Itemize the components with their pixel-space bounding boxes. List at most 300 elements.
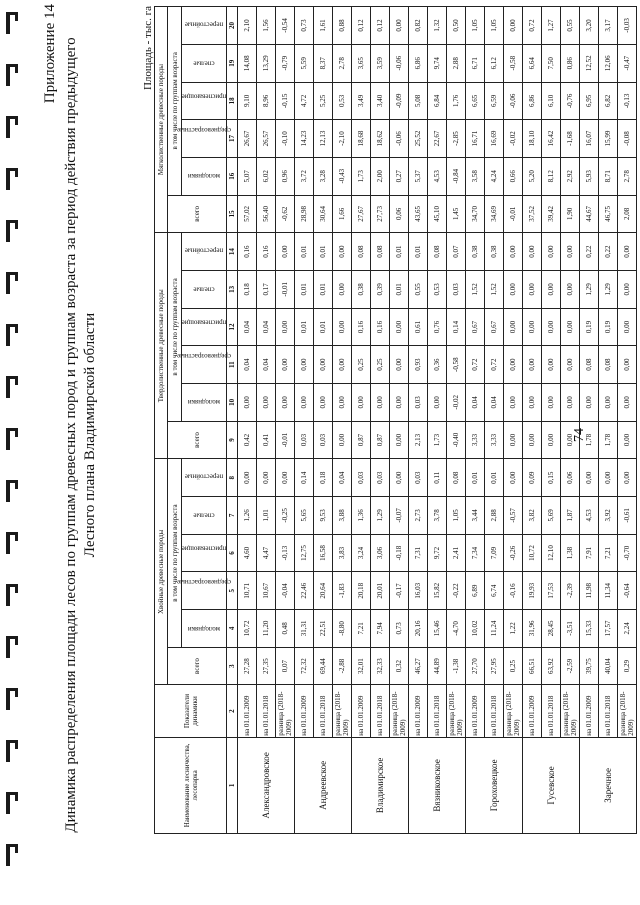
header-age-premature: приспевающие: [182, 534, 227, 572]
table-cell: 0,22: [580, 233, 599, 271]
indicator-label: на 01.01.2018: [542, 685, 561, 737]
column-number: 9: [227, 421, 238, 459]
table-cell: 8,71: [599, 157, 618, 195]
header-age-middle: средневозрастные: [182, 572, 227, 610]
table-cell: 46,75: [599, 195, 618, 233]
table-cell: 0,50: [447, 7, 466, 45]
table-cell: 3,83: [333, 534, 352, 572]
table-row: [523, 7, 542, 834]
header-forestry: Наименование лесничества, лесопарка: [155, 737, 227, 833]
column-number: 6: [227, 534, 238, 572]
table-cell: 0,16: [352, 308, 371, 346]
table-row: [371, 7, 390, 834]
table-cell: -0,10: [276, 120, 295, 158]
table-cell: -0,02: [504, 120, 523, 158]
table-cell: 0,00: [276, 459, 295, 497]
table-cell: 0,03: [447, 270, 466, 308]
table-cell: -2,10: [333, 120, 352, 158]
registration-mark: [6, 532, 18, 554]
table-cell: 2,88: [447, 44, 466, 82]
table-cell: 0,55: [561, 7, 580, 45]
table-cell: 3,06: [371, 534, 390, 572]
table-cell: 12,10: [542, 534, 561, 572]
table-cell: 0,00: [333, 308, 352, 346]
table-cell: 17,53: [542, 572, 561, 610]
header-age-overmature: перестойные: [182, 233, 227, 271]
table-cell: 5,08: [409, 82, 428, 120]
table-cell: 0,00: [523, 383, 542, 421]
table-cell: -0,40: [447, 421, 466, 459]
forestry-name: Вязниковское: [409, 737, 466, 833]
table-cell: 0,04: [466, 383, 485, 421]
table-cell: 0,73: [390, 610, 409, 648]
table-cell: 11,98: [580, 572, 599, 610]
table-cell: 7,09: [485, 534, 504, 572]
registration-mark: [6, 480, 18, 502]
table-cell: -0,57: [504, 497, 523, 535]
indicator-label: на 01.01.2018: [314, 685, 333, 737]
table-cell: 0,25: [352, 346, 371, 384]
table-cell: 12,06: [599, 44, 618, 82]
table-cell: 0,00: [504, 459, 523, 497]
forestry-name: Гороховецкое: [466, 737, 523, 833]
table-cell: -0,01: [504, 195, 523, 233]
table-cell: 4,53: [428, 157, 447, 195]
table-cell: -0,01: [276, 421, 295, 459]
table-cell: 0,00: [390, 7, 409, 45]
table-cell: 7,21: [352, 610, 371, 648]
table-cell: 0,01: [314, 308, 333, 346]
table-cell: -1,83: [333, 572, 352, 610]
registration-mark: [6, 12, 18, 34]
table-cell: 0,00: [523, 421, 542, 459]
table-cell: 1,73: [352, 157, 371, 195]
table-cell: 0,04: [333, 459, 352, 497]
indicator-label: на 01.01.2009: [409, 685, 428, 737]
table-cell: 0,00: [314, 346, 333, 384]
table-cell: 0,03: [371, 459, 390, 497]
table-cell: 3,33: [466, 421, 485, 459]
forestry-name: Заречное: [580, 737, 637, 833]
table-cell: 0,00: [599, 383, 618, 421]
table-cell: 7,31: [409, 534, 428, 572]
table-cell: -0,22: [447, 572, 466, 610]
table-cell: -0,58: [504, 44, 523, 82]
table-cell: 0,00: [295, 383, 314, 421]
table-cell: 0,27: [390, 157, 409, 195]
header-age-premature: приспевающие: [182, 82, 227, 120]
table-cell: 3,78: [428, 497, 447, 535]
table-cell: -2,88: [333, 647, 352, 685]
table-cell: 0,00: [390, 421, 409, 459]
table-row: [599, 7, 618, 834]
table-cell: 0,00: [333, 346, 352, 384]
registration-mark: [6, 116, 18, 138]
table-cell: 3,82: [523, 497, 542, 535]
table-cell: 0,00: [542, 383, 561, 421]
header-age-middle: средневозрастные: [182, 346, 227, 384]
table-cell: 0,00: [333, 421, 352, 459]
registration-mark: [6, 220, 18, 242]
table-cell: 0,03: [314, 421, 333, 459]
indicator-label: разница (2018-2009): [333, 685, 352, 737]
registration-mark: [6, 272, 18, 294]
header-age-young: молодняки: [182, 383, 227, 421]
table-cell: 0,03: [352, 459, 371, 497]
indicator-label: на 01.01.2018: [428, 685, 447, 737]
column-number: 20: [227, 7, 238, 45]
table-row: [352, 7, 371, 834]
table-cell: 34,69: [485, 195, 504, 233]
table-cell: 44,89: [428, 647, 447, 685]
table-cell: 16,07: [580, 120, 599, 158]
table-cell: 0,67: [485, 308, 504, 346]
table-cell: 0,08: [580, 346, 599, 384]
indicator-label: на 01.01.2018: [257, 685, 276, 737]
table-cell: 6,74: [485, 572, 504, 610]
table-cell: 0,66: [504, 157, 523, 195]
table-cell: 0,06: [390, 195, 409, 233]
table-cell: 19,93: [523, 572, 542, 610]
table-cell: 11,34: [599, 572, 618, 610]
table-cell: 3,20: [580, 7, 599, 45]
table-cell: 14,08: [238, 44, 257, 82]
table-cell: 0,22: [599, 233, 618, 271]
table-cell: 13,29: [257, 44, 276, 82]
table-cell: 0,32: [390, 647, 409, 685]
table-cell: 0,00: [504, 233, 523, 271]
table-cell: 0,86: [561, 44, 580, 82]
column-number: 3: [227, 647, 238, 685]
column-number: 18: [227, 82, 238, 120]
table-cell: 0,61: [409, 308, 428, 346]
table-row: [333, 7, 352, 834]
table-cell: 0,76: [428, 308, 447, 346]
table-cell: 43,65: [409, 195, 428, 233]
table-cell: 0,29: [618, 647, 637, 685]
table-cell: 1,52: [466, 270, 485, 308]
table-cell: 2,24: [618, 610, 637, 648]
table-cell: 10,71: [238, 572, 257, 610]
table-cell: -0,13: [618, 82, 637, 120]
table-cell: 5,07: [238, 157, 257, 195]
table-cell: 9,53: [314, 497, 333, 535]
table-cell: -0,02: [447, 383, 466, 421]
table-cell: 6,10: [542, 82, 561, 120]
header-age-young: молодняки: [182, 157, 227, 195]
table-cell: 2,41: [447, 534, 466, 572]
indicator-label: на 01.01.2018: [599, 685, 618, 737]
column-number: 12: [227, 308, 238, 346]
table-cell: 0,00: [523, 233, 542, 271]
table-cell: 0,39: [371, 270, 390, 308]
table-cell: 0,19: [599, 308, 618, 346]
registration-mark: [6, 168, 18, 190]
table-cell: -0,43: [333, 157, 352, 195]
table-cell: 0,00: [390, 459, 409, 497]
registration-mark: [6, 324, 18, 346]
table-cell: 0,00: [523, 308, 542, 346]
table-cell: 6,12: [485, 44, 504, 82]
table-cell: 2,13: [409, 421, 428, 459]
table-cell: 6,64: [523, 44, 542, 82]
table-cell: 25,52: [409, 120, 428, 158]
table-cell: 14,23: [295, 120, 314, 158]
table-cell: 2,10: [238, 7, 257, 45]
table-cell: 10,72: [523, 534, 542, 572]
table-cell: 0,00: [390, 308, 409, 346]
table-cell: -4,70: [447, 610, 466, 648]
table-cell: 10,02: [466, 610, 485, 648]
table-cell: 16,71: [466, 120, 485, 158]
table-cell: 0,00: [561, 421, 580, 459]
table-cell: 0,00: [618, 308, 637, 346]
table-cell: 0,53: [333, 82, 352, 120]
table-cell: 18,62: [371, 120, 390, 158]
registration-mark: [6, 636, 18, 658]
table-cell: 7,21: [599, 534, 618, 572]
table-cell: 2,08: [618, 195, 637, 233]
table-cell: 1,05: [485, 7, 504, 45]
indicator-label: на 01.01.2018: [485, 685, 504, 737]
indicator-label: на 01.01.2009: [295, 685, 314, 737]
indicator-label: разница (2018-2009): [447, 685, 466, 737]
table-cell: 5,37: [409, 157, 428, 195]
table-cell: 0,67: [466, 308, 485, 346]
table-cell: 0,73: [295, 7, 314, 45]
table-row: [276, 7, 295, 834]
table-cell: 15,82: [428, 572, 447, 610]
table-cell: -0,17: [390, 572, 409, 610]
table-cell: 0,00: [542, 421, 561, 459]
table-cell: 6,86: [523, 82, 542, 120]
forestry-name: Владимирское: [352, 737, 409, 833]
table-cell: 20,18: [352, 572, 371, 610]
table-cell: 0,00: [504, 421, 523, 459]
table-cell: 8,96: [257, 82, 276, 120]
registration-mark: [6, 376, 18, 398]
table-cell: 0,00: [333, 233, 352, 271]
table-cell: 6,84: [428, 82, 447, 120]
column-number: 2: [227, 685, 238, 737]
header-age-overmature: перестойные: [182, 7, 227, 45]
table-cell: 0,00: [618, 233, 637, 271]
table-cell: 0,00: [523, 346, 542, 384]
table-cell: 11,20: [257, 610, 276, 648]
table-row: [618, 7, 637, 834]
table-cell: 0,00: [352, 383, 371, 421]
column-number: 17: [227, 120, 238, 158]
table-cell: 15,46: [428, 610, 447, 648]
table-cell: 63,92: [542, 647, 561, 685]
table-cell: 0,01: [390, 233, 409, 271]
indicator-label: разница (2018-2009): [504, 685, 523, 737]
table-cell: 1,87: [561, 497, 580, 535]
forestry-name: Александровское: [238, 737, 295, 833]
table-cell: 0,00: [504, 383, 523, 421]
rotated-document-page: [40, 0, 635, 870]
table-cell: 0,08: [428, 233, 447, 271]
table-cell: 31,31: [295, 610, 314, 648]
column-number: 4: [227, 610, 238, 648]
table-cell: 0,25: [504, 647, 523, 685]
table-cell: -0,26: [504, 534, 523, 572]
table-cell: 10,72: [238, 610, 257, 648]
table-cell: -0,79: [276, 44, 295, 82]
table-cell: 0,00: [542, 308, 561, 346]
table-cell: 1,29: [599, 270, 618, 308]
table-cell: 22,51: [314, 610, 333, 648]
header-age-groups: в том числе по группам возраста: [168, 233, 182, 421]
registration-mark: [6, 740, 18, 762]
table-cell: 2,92: [561, 157, 580, 195]
table-cell: 0,15: [542, 459, 561, 497]
table-cell: 1,05: [447, 497, 466, 535]
table-cell: 22,67: [428, 120, 447, 158]
table-cell: 0,00: [618, 459, 637, 497]
table-cell: 20,16: [409, 610, 428, 648]
table-cell: 0,53: [428, 270, 447, 308]
table-cell: 0,08: [371, 233, 390, 271]
table-cell: 1,78: [599, 421, 618, 459]
table-cell: 0,04: [238, 346, 257, 384]
table-cell: 0,00: [561, 308, 580, 346]
unit-label: Площадь - тыс. га: [142, 6, 154, 91]
table-cell: 0,72: [523, 7, 542, 45]
header-age-mature: спелые: [182, 497, 227, 535]
table-cell: 0,03: [409, 383, 428, 421]
table-cell: 32,01: [352, 647, 371, 685]
table-cell: 0,00: [504, 270, 523, 308]
table-cell: -0,13: [276, 534, 295, 572]
header-age-mature: спелые: [182, 44, 227, 82]
table-cell: 6,65: [466, 82, 485, 120]
table-row: [257, 7, 276, 834]
table-cell: 0,38: [352, 270, 371, 308]
table-row: [295, 7, 314, 834]
table-cell: 0,12: [352, 7, 371, 45]
table-cell: 5,20: [523, 157, 542, 195]
table-cell: 1,26: [238, 497, 257, 535]
table-cell: 6,02: [257, 157, 276, 195]
table-cell: 1,61: [314, 7, 333, 45]
table-cell: 0,00: [276, 308, 295, 346]
table-cell: 0,42: [238, 421, 257, 459]
table-cell: 57,02: [238, 195, 257, 233]
table-cell: 26,57: [257, 120, 276, 158]
table-cell: 0,08: [447, 459, 466, 497]
table-cell: 0,00: [580, 459, 599, 497]
table-cell: 0,00: [599, 459, 618, 497]
table-cell: -0,06: [504, 82, 523, 120]
table-cell: 8,12: [542, 157, 561, 195]
table-cell: -0,58: [447, 346, 466, 384]
table-cell: 0,41: [257, 421, 276, 459]
table-cell: -0,06: [390, 44, 409, 82]
table-cell: 0,00: [238, 383, 257, 421]
table-cell: 0,00: [428, 383, 447, 421]
table-cell: 1,32: [428, 7, 447, 45]
table-cell: 7,34: [466, 534, 485, 572]
table-cell: 0,00: [542, 233, 561, 271]
table-cell: 5,59: [295, 44, 314, 82]
table-cell: 39,42: [542, 195, 561, 233]
table-cell: 0,00: [561, 233, 580, 271]
table-cell: 0,17: [257, 270, 276, 308]
table-cell: -0,16: [504, 572, 523, 610]
indicator-label: на 01.01.2009: [238, 685, 257, 737]
table-cell: 16,03: [409, 572, 428, 610]
registration-mark: [6, 844, 18, 866]
table-cell: 0,00: [561, 346, 580, 384]
table-cell: 66,51: [523, 647, 542, 685]
column-number: 10: [227, 383, 238, 421]
table-cell: 3,28: [314, 157, 333, 195]
table-cell: 0,00: [257, 459, 276, 497]
table-cell: 0,38: [466, 233, 485, 271]
table-cell: 0,00: [276, 233, 295, 271]
table-cell: 5,69: [542, 497, 561, 535]
table-row: [390, 7, 409, 834]
table-cell: 0,00: [561, 270, 580, 308]
table-cell: 0,82: [409, 7, 428, 45]
table-cell: 1,22: [504, 610, 523, 648]
table-cell: 30,64: [314, 195, 333, 233]
column-number: 19: [227, 44, 238, 82]
indicator-label: разница (2018-2009): [276, 685, 295, 737]
page-number: 74: [572, 428, 587, 442]
table-cell: 0,01: [295, 270, 314, 308]
table-cell: 9,10: [238, 82, 257, 120]
table-cell: 0,00: [257, 383, 276, 421]
registration-mark: [6, 792, 18, 814]
table-cell: 32,33: [371, 647, 390, 685]
table-cell: 1,76: [447, 82, 466, 120]
table-cell: -1,68: [561, 120, 580, 158]
table-cell: 3,17: [599, 7, 618, 45]
table-cell: 3,44: [466, 497, 485, 535]
table-cell: 5,65: [295, 497, 314, 535]
table-cell: 0,38: [485, 233, 504, 271]
table-cell: 18,10: [523, 120, 542, 158]
table-cell: 7,91: [580, 534, 599, 572]
table-cell: 0,00: [542, 346, 561, 384]
column-number: 7: [227, 497, 238, 535]
column-number: 15: [227, 195, 238, 233]
table-cell: 0,00: [333, 383, 352, 421]
table-cell: 0,11: [428, 459, 447, 497]
column-number: 5: [227, 572, 238, 610]
table-cell: 1,29: [371, 497, 390, 535]
table-cell: 6,86: [409, 44, 428, 82]
table-cell: 3,24: [352, 534, 371, 572]
table-cell: 1,56: [257, 7, 276, 45]
table-row: [409, 7, 428, 834]
table-cell: 1,90: [561, 195, 580, 233]
table-cell: 5,93: [580, 157, 599, 195]
table-cell: -0,01: [276, 270, 295, 308]
table-cell: 0,00: [618, 346, 637, 384]
table-cell: 0,04: [485, 383, 504, 421]
table-cell: 2,73: [409, 497, 428, 535]
table-cell: 0,16: [238, 233, 257, 271]
table-cell: 0,00: [618, 270, 637, 308]
table-cell: 22,46: [295, 572, 314, 610]
table-cell: 0,00: [580, 383, 599, 421]
table-cell: 0,14: [295, 459, 314, 497]
indicator-label: на 01.01.2009: [466, 685, 485, 737]
table-cell: -0,15: [276, 82, 295, 120]
